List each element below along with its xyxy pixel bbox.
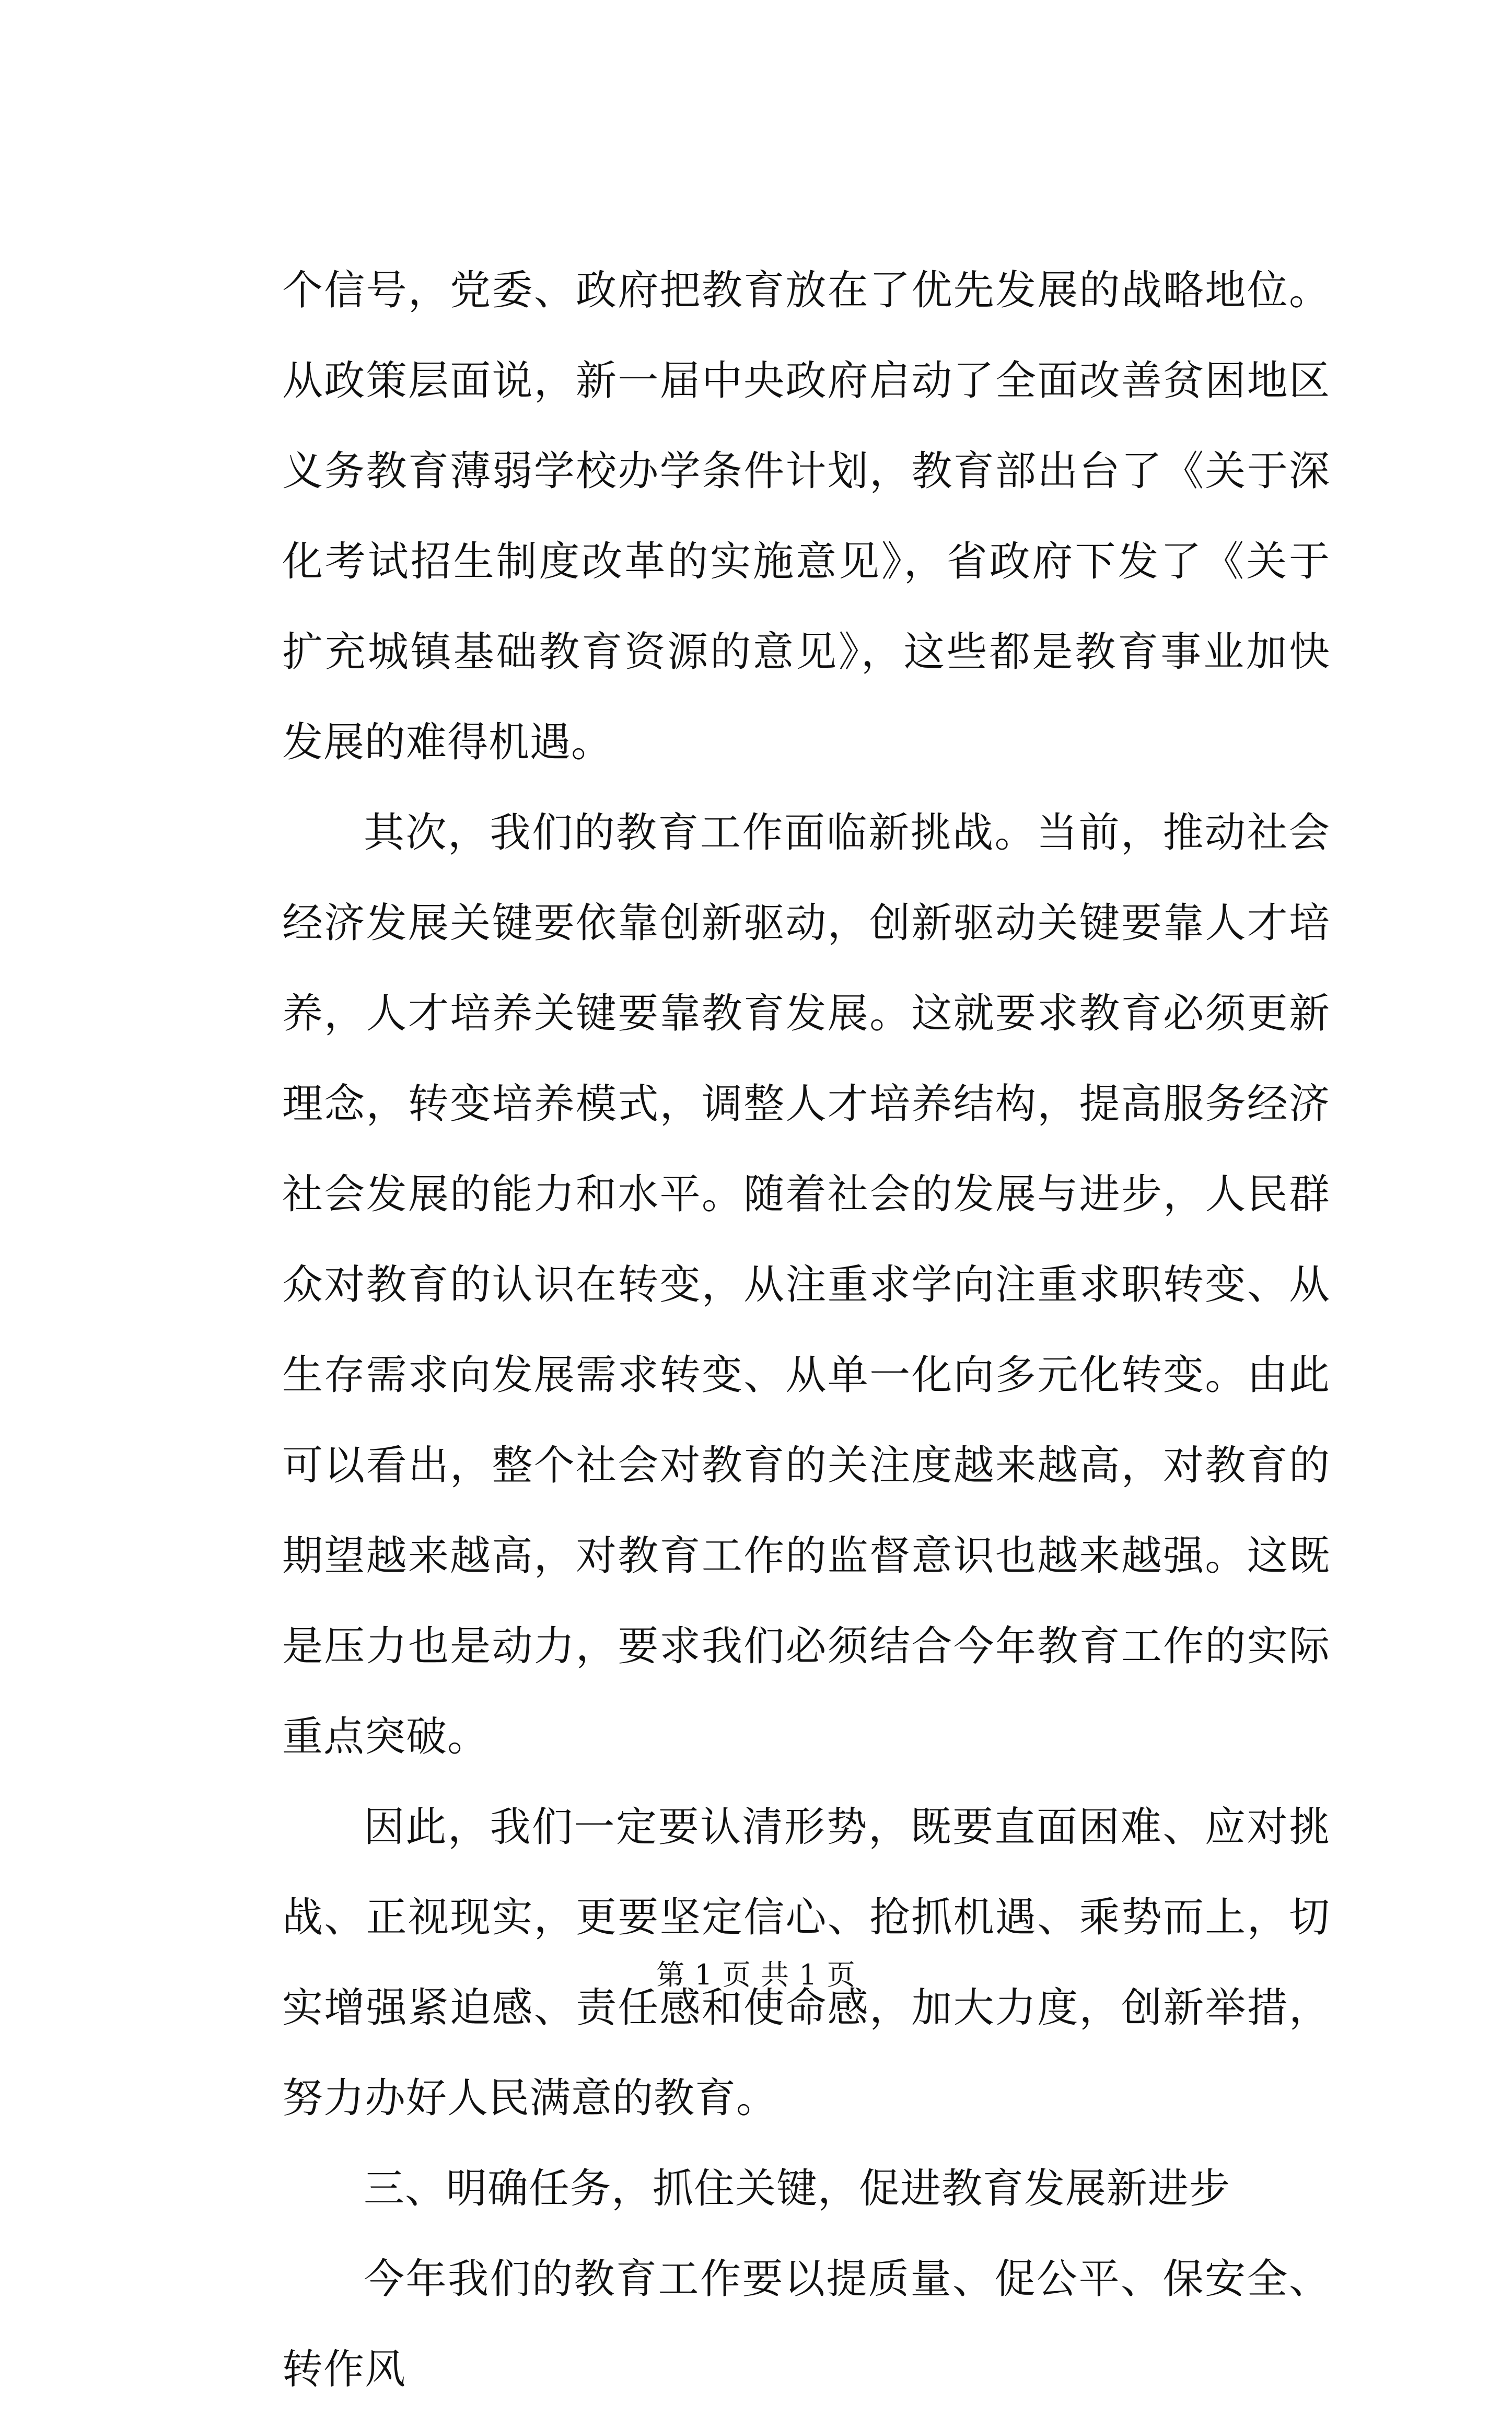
- section-heading: 三、明确任务，抓住关键，促进教育发展新进步: [364, 2165, 1231, 2212]
- paragraph-1: 个信号，党委、政府把教育放在了优先发展的战略地位。从政策层面说，新一届中央政府启动了全面改善贫困地区义务教育薄弱学校办学条件计划，教育部出台了《关于深化考试招生制度改革的实施意见》，省政府下发了《关于扩充城镇基础教育资源的意见》，这些都是教育事业加快发展的难得机遇。: [282, 267, 1330, 766]
- paragraph-3: 因此，我们一定要认清形势，既要直面困难、应对挑战、正视现实，更要坚定信心、抢抓机遇、乘势而上，切实增强紧迫感、责任感和使命感，加大力度，创新举措，努力办好人民满意的教育。: [282, 1804, 1330, 2122]
- page-number-footer: 第 1 页 共 1 页: [656, 1958, 856, 1991]
- paragraph-2: 其次，我们的教育工作面临新挑战。当前，推动社会经济发展关键要依靠创新驱动，创新驱动关键要靠人才培养，人才培养关键要靠教育发展。这就要求教育必须更新理念，转变培养模式，调整人才培养结构，提高服务经济社会发展的能力和水平。随着社会的发展与进步，人民群众对教育的认识在转变，从注重求学向注重求职转变、从生存需求向发展需求转变、从单一化向多元化转变。由此可以看出，整个社会对教育的关注度越来越高，对教育的期望越来越高，对教育工作的监督意识也越来越强。这既是压力也是动力，要求我们必须结合今年教育工作的实际重点突破。: [282, 809, 1330, 1760]
- paragraph-4: 今年我们的教育工作要以提质量、促公平、保安全、转作风: [282, 2256, 1330, 2393]
- document-body: [282, 246, 1330, 2415]
